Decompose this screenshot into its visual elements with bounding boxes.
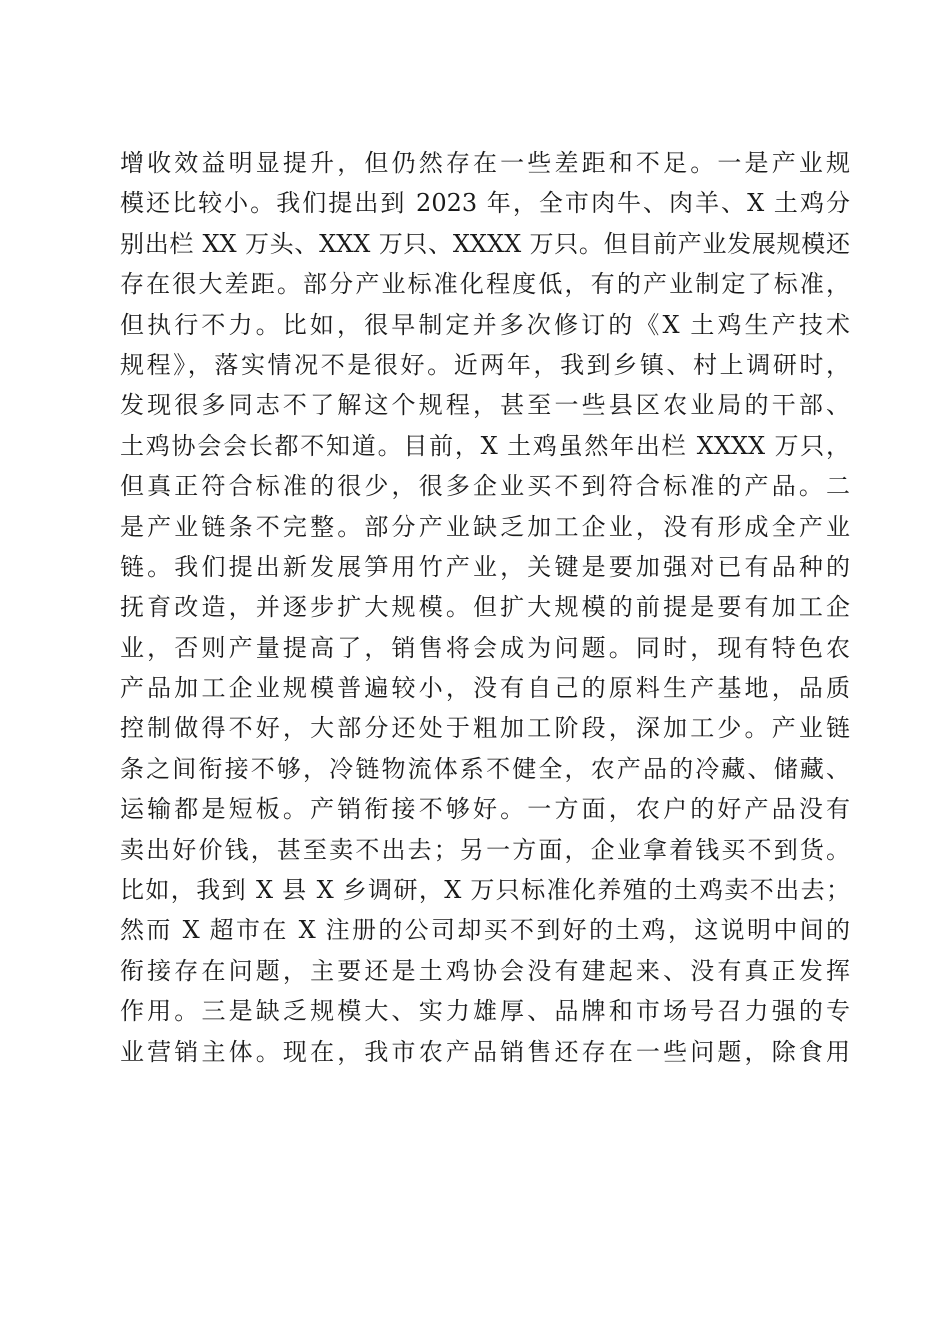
body-paragraph bbox=[120, 143, 850, 1072]
text-line: 业营销主体。现在，我市农产品销售还存在一些问题，除食用 bbox=[120, 1037, 850, 1066]
text-line: 衔接存在问题，主要还是土鸡协会没有建起来、没有真正发挥 bbox=[120, 956, 850, 985]
text-line: 控制做得不好，大部分还处于粗加工阶段，深加工少。产业链 bbox=[120, 714, 850, 743]
text-line: 模还比较小。我们提出到 2023 年，全市肉牛、肉羊、X 土鸡分 bbox=[120, 189, 850, 218]
text-line: 然而 X 超市在 X 注册的公司却买不到好的土鸡，这说明中间的 bbox=[120, 916, 850, 945]
text-line: 运输都是短板。产销衔接不够好。一方面，农户的好产品没有 bbox=[120, 795, 850, 824]
text-line: 卖出好价钱，甚至卖不出去；另一方面，企业拿着钱买不到货。 bbox=[120, 835, 850, 864]
text-line: 规程》，落实情况不是很好。近两年，我到乡镇、村上调研时， bbox=[120, 350, 850, 379]
text-line: 产品加工企业规模普遍较小，没有自己的原料生产基地，品质 bbox=[120, 674, 850, 703]
text-line: 业，否则产量提高了，销售将会成为问题。同时，现有特色农 bbox=[120, 633, 850, 662]
text-line: 别出栏 XX 万头、XXX 万只、XXXX 万只。但目前产业发展规模还 bbox=[120, 229, 850, 258]
text-line: 存在很大差距。部分产业标准化程度低，有的产业制定了标准， bbox=[120, 270, 850, 299]
text-line: 但真正符合标准的很少，很多企业买不到符合标准的产品。二 bbox=[120, 472, 850, 501]
text-line: 条之间衔接不够，冷链物流体系不健全，农产品的冷藏、储藏、 bbox=[120, 754, 850, 783]
text-line: 但执行不力。比如，很早制定并多次修订的《X 土鸡生产技术 bbox=[120, 310, 850, 339]
text-line: 作用。三是缺乏规模大、实力雄厚、品牌和市场号召力强的专 bbox=[120, 997, 850, 1026]
text-line: 土鸡协会会长都不知道。目前，X 土鸡虽然年出栏 XXXX 万只， bbox=[120, 431, 850, 460]
text-line: 比如，我到 X 县 X 乡调研，X 万只标准化养殖的土鸡卖不出去； bbox=[120, 876, 850, 905]
text-line: 增收效益明显提升，但仍然存在一些差距和不足。一是产业规 bbox=[120, 149, 850, 177]
text-line: 发现很多同志不了解这个规程，甚至一些县区农业局的干部、 bbox=[120, 391, 850, 420]
text-line: 链。我们提出新发展笋用竹产业，关键是要加强对已有品种的 bbox=[120, 552, 850, 581]
text-line: 抚育改造，并逐步扩大规模。但扩大规模的前提是要有加工企 bbox=[120, 593, 850, 622]
text-line: 是产业链条不完整。部分产业缺乏加工企业，没有形成全产业 bbox=[120, 512, 850, 541]
